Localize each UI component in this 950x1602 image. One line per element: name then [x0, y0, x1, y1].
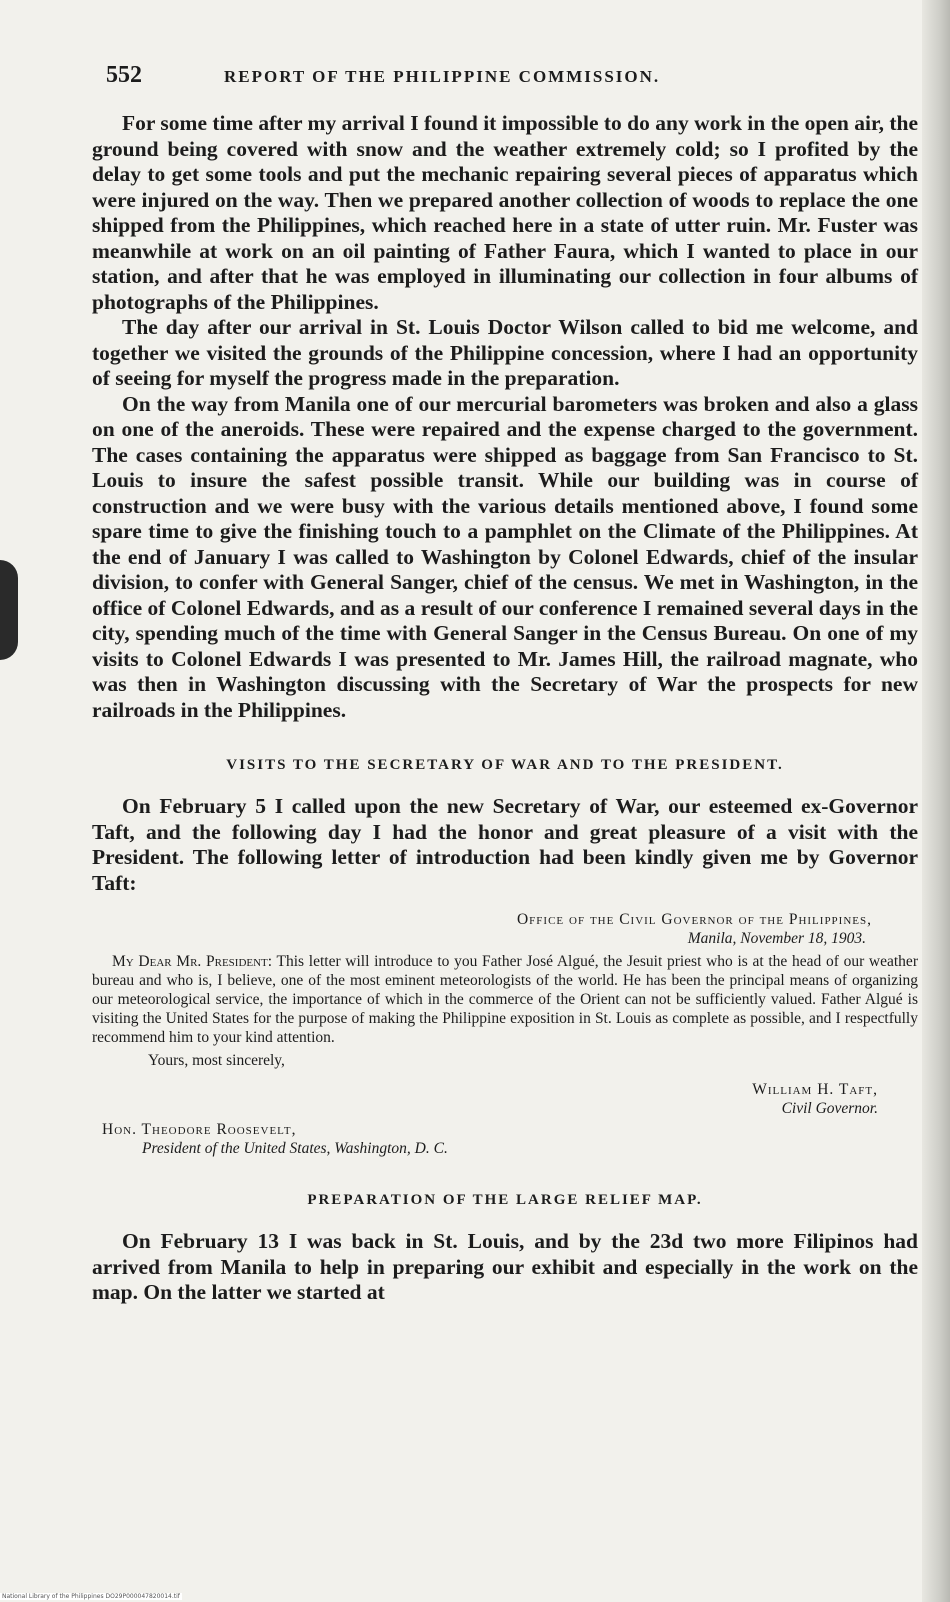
paragraph-relief-map: On February 13 I was back in St. Louis, and by the 23d two more Filipinos had arrived from Manila to help in preparing our exhibit and especially in the work on the map. On the latter we started at: [92, 1229, 918, 1304]
section-heading-relief-map: PREPARATION OF THE LARGE RELIEF MAP.: [307, 1192, 703, 1208]
paragraph-wilson-visit: The day after our arrival in St. Louis Doctor Wilson called to bid me welcome, and together we visited the grounds of the Philippine concession, where I had an opportunity of seeing for myself the progress made in the preparation.: [92, 315, 918, 390]
paragraph-secretary-of-war: On February 5 I called upon the new Secretary of War, our esteemed ex-Governor Taft, and the following day I had the honor and great pleasure of a visit with the President. The following letter of introduction had been kindly given me by Governor Taft:: [92, 794, 918, 895]
document-page: [92, 62, 918, 1306]
section-heading-visits: VISITS TO THE SECRETARY OF WAR AND TO THE PRESIDENT.: [226, 757, 784, 773]
letter-date: Manila, November 18, 1903.: [687, 930, 866, 947]
scan-page-edge: [922, 0, 950, 1602]
letter-office: Office of the Civil Governor of the Philippines,: [516, 911, 872, 928]
paragraph-barometers: On the way from Manila one of our mercurial barometers was broken and also a glass on one of the aneroids. These were repaired and the expense charged to the government. The cases containing the apparatus were shipped as baggage from San Francisco to St. Louis to insure the safest possible transit. While our building was in course of construction and we were busy with the various details mentioned above, I found some spare time to give the finishing touch to a pamphlet on the Climate of the Philippines. At the end of January I was called to Washington by Colonel Edwards, chief of the insular division, to confer with General Sanger, chief of the census. We met in Washington, in the office of Colonel Edwards, and as a result of our conference I remained several days in the city, spending much of the time with General Sanger in the Census Bureau. On one of my visits to Colonel Edwards I was presented to Mr. James Hill, the railroad magnate, who was then in Washington discussing with the Secretary of War the prospects for new railroads in the Philippines.: [92, 391, 918, 722]
addressee-name: Hon. Theodore Roosevelt,: [102, 1121, 297, 1138]
paragraph-arrival: For some time after my arrival I found it impossible to do any work in the open air, the ground being covered with snow and the weather extremely cold; so I profited by the delay to get some tools and put the mechanic repairing several pieces of apparatus which were injured on the way. Then we prepared another collection of woods to replace the one shipped from the Philippines, which reached here in a state of utter ruin. Mr. Fuster was meanwhile at work on an oil painting of Father Faura, which I wanted to place in our station, and after that he was employed in illuminating our collection in four albums of photographs of the Philippines.: [92, 111, 918, 314]
letter-closing: Yours, most sincerely,: [148, 1052, 285, 1069]
signer-title: Civil Governor.: [781, 1100, 878, 1117]
letter-text: This letter will introduce to you Father José Algué, the Jesuit priest who is at the head of our weather bureau and who is, I believe, one of the most eminent meteorologists of the world. He has been the principal means of organizing our meteorological service, the importance of which in the commerce of the Orient can not be sufficiently valued. Father Algué is visiting the United States for the purpose of making the Philippine exposition in St. Louis as complete as possible, and I respectfully recommend him to your kind attention.: [92, 953, 918, 1046]
letter-signature: [92, 1080, 918, 1118]
running-head: [92, 62, 918, 89]
report-title: REPORT OF THE PHILIPPINE COMMISSION.: [224, 67, 661, 86]
letter-salutation: My Dear Mr. President:: [112, 953, 273, 970]
letter-closing-row: [92, 1051, 918, 1070]
introduction-letter: [92, 910, 918, 1158]
letter-body: [92, 952, 918, 1047]
scan-credit: National Library of the Philippines DO29P000047820014.tif: [2, 1593, 180, 1600]
letter-addressee: [92, 1120, 918, 1158]
page-number: 552: [106, 62, 142, 88]
signer-name: William H. Taft,: [752, 1081, 878, 1098]
scan-binding-shadow: [0, 560, 18, 660]
addressee-title: President of the United States, Washington, D. C.: [142, 1140, 448, 1157]
